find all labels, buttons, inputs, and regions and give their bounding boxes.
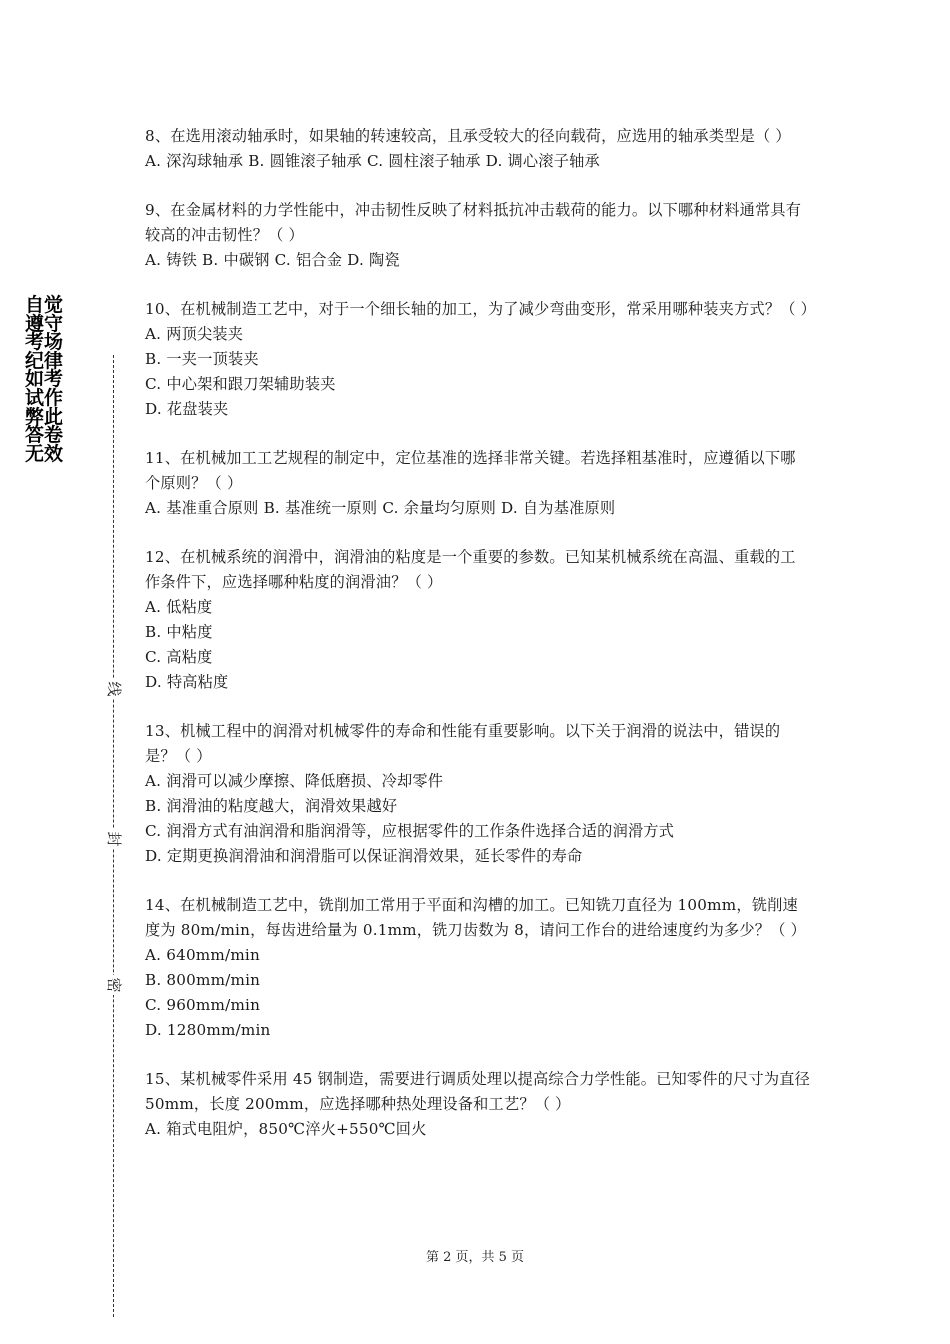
question-stem: 12、在机械系统的润滑中，润滑油的粘度是一个重要的参数。已知某机械系统在高温、重载的工作条件下，应选择哪种粘度的润滑油？（ ） [145,548,796,591]
option-c: C. 高粘度 [145,648,213,666]
question-stem: 10、在机械制造工艺中，对于一个细长轴的加工，为了减少弯曲变形，常采用哪种装夹方式？（ ） [145,300,817,318]
question-stem: 8、在选用滚动轴承时，如果轴的转速较高，且承受较大的径向载荷，应选用的轴承类型是（ ） [145,127,791,145]
question-10 [145,297,817,422]
option-a: A. 640mm/min [145,946,260,964]
question-9 [145,198,810,273]
question-stem: 13、机械工程中的润滑对机械零件的寿命和性能有重要影响。以下关于润滑的说法中，错误的是？（ ） [145,722,781,765]
option-c: C. 960mm/min [145,996,261,1014]
option-b: B. 一夹一顶装夹 [145,350,259,368]
question-stem: 15、某机械零件采用 45 钢制造，需要进行调质处理以提高综合力学性能。已知零件的尺寸为直径 50mm，长度 200mm，应选择哪种热处理设备和工艺？（ ） [145,1070,811,1113]
question-15 [145,1067,810,1142]
option-a: A. 低粘度 [145,598,213,616]
option-b: B. 800mm/min [145,971,261,989]
question-11 [145,446,810,521]
question-8 [145,124,810,174]
binding-label-line: 线 [105,679,123,699]
page-footer: 第 2 页，共 5 页 [425,1250,525,1265]
option-a: A. 箱式电阻炉，850℃淬火+550℃回火 [145,1120,427,1138]
binding-label-secret: 密 [105,975,123,995]
question-options: A. 深沟球轴承 B. 圆锥滚子轴承 C. 圆柱滚子轴承 D. 调心滚子轴承 [145,152,600,170]
option-b: B. 中粘度 [145,623,213,641]
binding-label-seal: 封 [105,829,123,849]
option-c: C. 润滑方式有油润滑和脂润滑等，应根据零件的工作条件选择合适的润滑方式 [145,822,675,840]
question-list [145,124,817,1166]
option-a: A. 两顶尖装夹 [145,325,244,343]
question-stem: 14、在机械制造工艺中，铣削加工常用于平面和沟槽的加工。已知铣刀直径为 100mm，铣削速度为 80m/min，每齿进给量为 0.1mm，铣刀齿数为 8，请问工作台的进给速度约为多少？（ ） [145,896,807,939]
question-13 [145,719,810,869]
option-d: D. 1280mm/min [145,1021,271,1039]
option-d: D. 花盘装夹 [145,400,229,418]
option-d: D. 特高粘度 [145,673,229,691]
question-stem: 9、在金属材料的力学性能中，冲击韧性反映了材料抵抗冲击载荷的能力。以下哪种材料通常具有较高的冲击韧性？（ ） [145,201,802,244]
question-14 [145,893,810,1043]
question-stem: 11、在机械加工工艺规程的制定中，定位基准的选择非常关键。若选择粗基准时，应遵循以下哪个原则？（ ） [145,449,796,492]
option-d: D. 定期更换润滑油和润滑脂可以保证润滑效果，延长零件的寿命 [145,847,583,865]
option-b: B. 润滑油的粘度越大，润滑效果越好 [145,797,398,815]
question-12 [145,545,810,695]
option-a: A. 润滑可以减少摩擦、降低磨损、冷却零件 [145,772,444,790]
option-c: C. 中心架和跟刀架辅助装夹 [145,375,336,393]
exam-discipline-notice: 自觉遵守考场纪律如考试作弊此答卷无效 [24,294,63,465]
question-options: A. 铸铁 B. 中碳钢 C. 铝合金 D. 陶瓷 [145,251,400,269]
question-options: A. 基准重合原则 B. 基准统一原则 C. 余量均匀原则 D. 自为基准原则 [145,499,616,517]
